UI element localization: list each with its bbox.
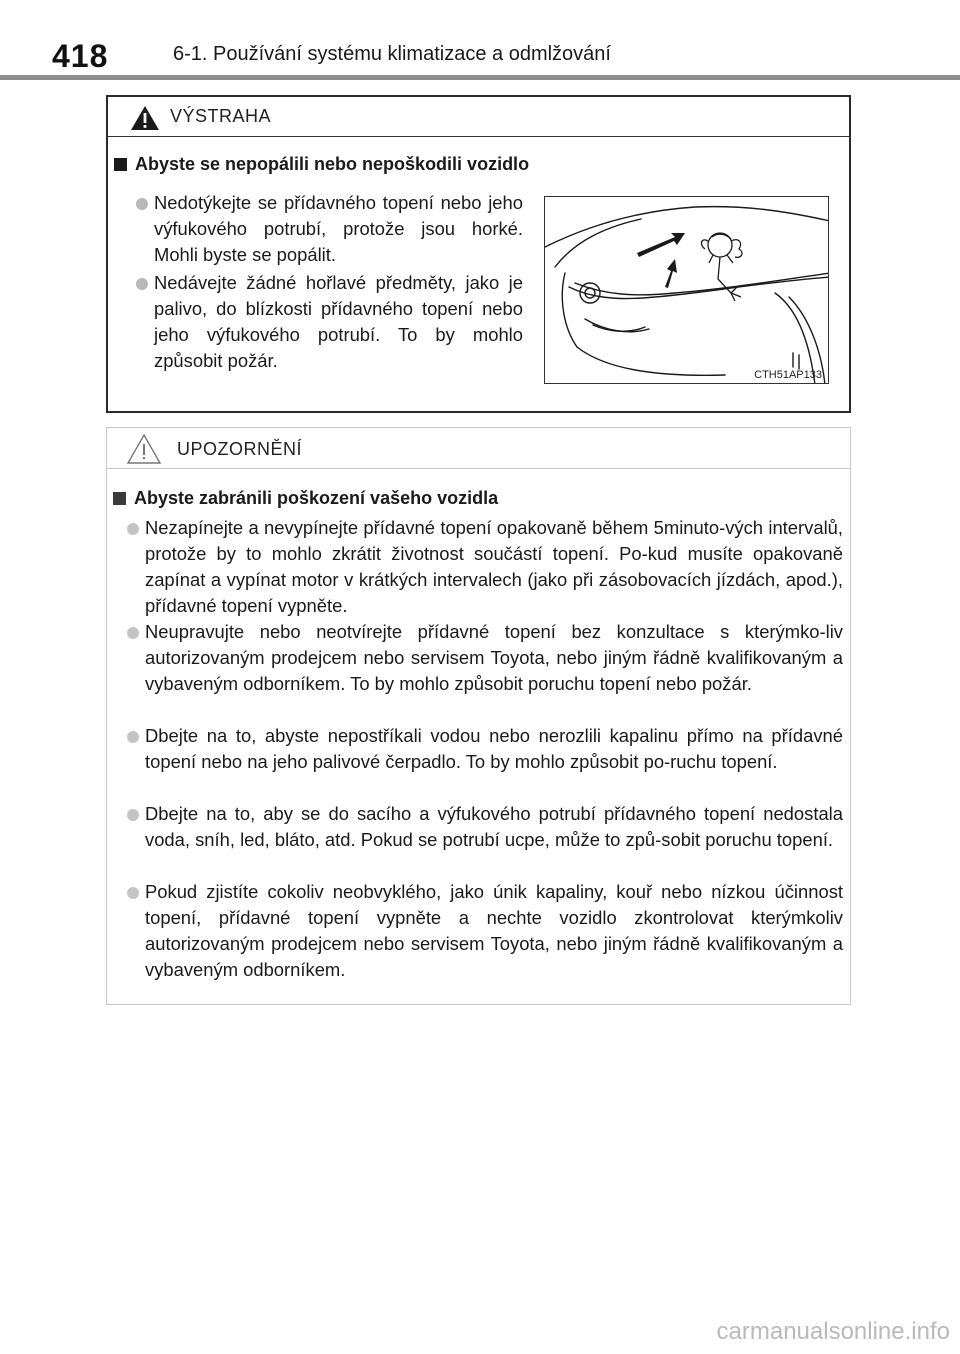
round-bullet-icon — [136, 278, 148, 290]
section-title: 6-1. Používání systému klimatizace a odmlžování — [173, 43, 611, 65]
square-bullet-icon — [114, 158, 127, 171]
caution-item: Nezapínejte a nevypínejte přídavné topení opakovaně během 5minuto-vých intervalů, protože by to mohlo zkrátit životnost součástí topení. Po-kud musíte opakovaně zapínat a vypínat motor v krátkých intervalech (jako při zásobovacích jízdách, apod.), přídavné topení vypněte. — [145, 517, 843, 616]
warning-box-header — [108, 97, 849, 137]
caution-subhead — [113, 488, 498, 509]
warning-subhead-text: Abyste se nepopálili nebo nepoškodili vozidlo — [135, 154, 530, 174]
warning-item: Nedávejte žádné hořlavé předměty, jako je palivo, do blízkosti přídavného topení nebo jeho výfukového potrubí. To by mohlo způsobit požár. — [154, 272, 523, 371]
caution-item: Dbejte na to, aby se do sacího a výfukového potrubí přídavného topení nedostala voda, sníh, led, bláto, atd. Pokud se potrubí ucpe, může to způ-sobit poruchu topení. — [145, 803, 843, 850]
square-bullet-icon — [113, 492, 126, 505]
car-front-heater-image — [545, 197, 829, 384]
warning-item: Nedotýkejte se přídavného topení nebo jeho výfukového potrubí, protože jsou horké. Mohli byste se popálit. — [154, 192, 523, 265]
page-header — [0, 0, 960, 80]
caution-item: Dbejte na to, abyste nepostříkali vodou nebo nerozlili kapalinu přímo na přídavné topení nebo na jeho palivové čerpadlo. To by mohlo způsobit po-ruchu topení. — [145, 725, 843, 772]
round-bullet-icon — [127, 809, 139, 821]
warning-label: VÝSTRAHA — [170, 106, 272, 126]
warning-subhead — [114, 154, 529, 175]
watermark: carmanualsonline.info — [716, 1318, 950, 1345]
round-bullet-icon — [127, 887, 139, 899]
header-rule — [0, 75, 960, 80]
warning-box — [106, 95, 851, 413]
round-bullet-icon — [127, 627, 139, 639]
caution-item: Pokud zjistíte cokoliv neobvyklého, jako únik kapaliny, kouř nebo nízkou účinnost topení, přídavné topení vypněte a nechte vozidlo zkontrolovat kterýmkoliv autorizovaným prodejcem nebo servisem Toyota, nebo jiným řádně kvalifikovaným a vybaveným odborníkem. — [145, 881, 843, 980]
warning-triangle-filled-icon — [130, 105, 160, 131]
round-bullet-icon — [127, 731, 139, 743]
heater-illustration — [544, 196, 829, 384]
caution-item: Neupravujte nebo neotvírejte přídavné topení bez konzultace s kterýmko-liv autorizovaným prodejcem nebo servisem Toyota, nebo jiným řádně kvalifikovaným a vybaveným odborníkem. To by mohlo způsobit poruchu topení nebo požár. — [145, 621, 843, 694]
figure-code: CTH51AP133 — [754, 369, 822, 381]
warning-triangle-outline-icon — [126, 433, 162, 465]
caution-subhead-text: Abyste zabránili poškození vašeho vozidla — [134, 488, 499, 508]
round-bullet-icon — [127, 523, 139, 535]
round-bullet-icon — [136, 198, 148, 210]
page-number: 418 — [52, 38, 109, 74]
caution-box — [106, 427, 851, 1005]
caution-label: UPOZORNĚNÍ — [177, 439, 303, 459]
caution-box-header — [107, 428, 850, 469]
